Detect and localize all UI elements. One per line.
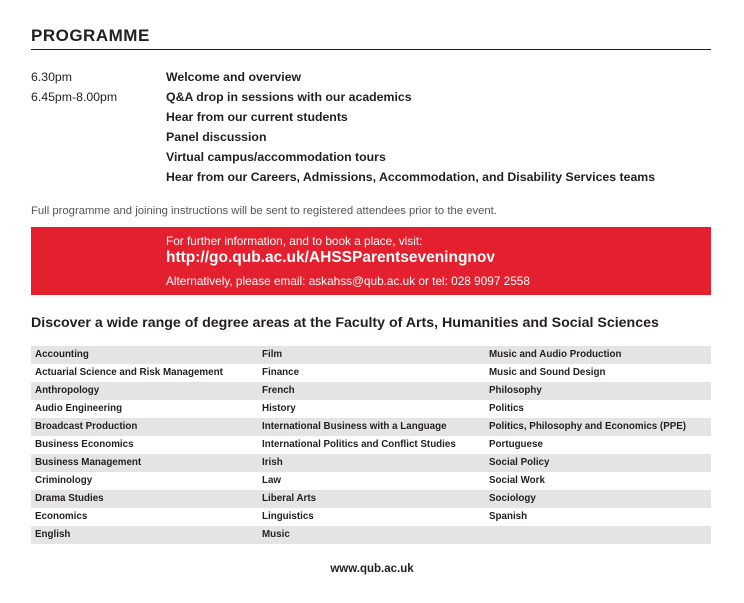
table-row	[31, 346, 711, 364]
degree-area-cell: Business Management	[35, 457, 142, 468]
degree-area-cell: Music	[262, 529, 290, 540]
degree-area-cell: Business Economics	[35, 439, 134, 450]
degree-area-cell: Spanish	[489, 511, 528, 522]
degree-area-cell: Law	[262, 475, 282, 486]
booking-info-box	[31, 227, 711, 295]
degree-area-cell: Accounting	[35, 349, 89, 360]
degree-area-cell: Social Work	[489, 475, 545, 486]
degree-area-cell: Drama Studies	[35, 493, 104, 504]
heading-divider	[31, 49, 711, 50]
degree-area-cell: Actuarial Science and Risk Management	[35, 367, 223, 378]
booking-link[interactable]: http://go.qub.ac.uk/AHSSParentseveningnov	[166, 249, 495, 266]
programme-item: Virtual campus/accommodation tours	[166, 150, 386, 164]
degree-area-cell: Finance	[262, 367, 300, 378]
degree-area-cell: Linguistics	[262, 511, 314, 522]
degree-area-cell: Politics, Philosophy and Economics (PPE)	[489, 421, 687, 432]
programme-time: 6.45pm-8.00pm	[31, 90, 118, 104]
degree-area-cell: Social Policy	[489, 457, 550, 468]
degree-area-cell: Anthropology	[35, 385, 100, 396]
degree-area-cell: Music and Sound Design	[489, 367, 606, 378]
table-row	[31, 382, 711, 400]
degree-area-cell: Portuguese	[489, 439, 543, 450]
degree-area-cell: Broadcast Production	[35, 421, 138, 432]
programme-item: Q&A drop in sessions with our academics	[166, 90, 412, 104]
table-row	[31, 508, 711, 526]
degree-area-cell: International Politics and Conflict Studies	[262, 439, 456, 450]
degree-area-cell: Politics	[489, 403, 524, 414]
table-row	[31, 400, 711, 418]
programme-item: Panel discussion	[166, 130, 267, 144]
contact-text: Alternatively, please email: askahss@qub.ac.uk or tel: 028 9097 2558	[166, 274, 530, 288]
degree-area-cell: Sociology	[489, 493, 536, 504]
table-row	[31, 454, 711, 472]
programme-item: Welcome and overview	[166, 70, 302, 84]
booking-intro-text: For further information, and to book a place, visit:	[166, 234, 423, 248]
degree-area-cell: English	[35, 529, 71, 540]
degree-area-cell: Film	[262, 349, 283, 360]
degree-area-cell: Audio Engineering	[35, 403, 123, 414]
website-link[interactable]: www.qub.ac.uk	[330, 563, 414, 575]
degree-area-cell: Liberal Arts	[262, 493, 317, 504]
programme-note: Full programme and joining instructions will be sent to registered attendees prior to the event.	[31, 205, 497, 217]
table-row	[31, 490, 711, 508]
table-row	[31, 526, 711, 544]
degree-area-cell: French	[262, 385, 295, 396]
degree-area-cell: Economics	[35, 511, 88, 522]
degree-area-cell: Music and Audio Production	[489, 349, 622, 360]
degree-area-cell: Irish	[262, 457, 283, 468]
programme-heading: PROGRAMME	[31, 26, 150, 45]
programme-time: 6.30pm	[31, 70, 73, 84]
degree-area-cell: Criminology	[35, 475, 93, 486]
degree-area-cell: International Business with a Language	[262, 421, 447, 432]
programme-item: Hear from our current students	[166, 110, 348, 124]
degree-areas-table	[31, 346, 711, 544]
table-row	[31, 418, 711, 436]
degree-areas-heading: Discover a wide range of degree areas at the Faculty of Arts, Humanities and Social Sciences	[31, 315, 659, 331]
degree-area-cell: History	[262, 403, 296, 414]
table-row	[31, 436, 711, 454]
table-row	[31, 472, 711, 490]
table-row	[31, 364, 711, 382]
programme-item: Hear from our Careers, Admissions, Accommodation, and Disability Services teams	[166, 170, 656, 184]
degree-area-cell: Philosophy	[489, 385, 542, 396]
